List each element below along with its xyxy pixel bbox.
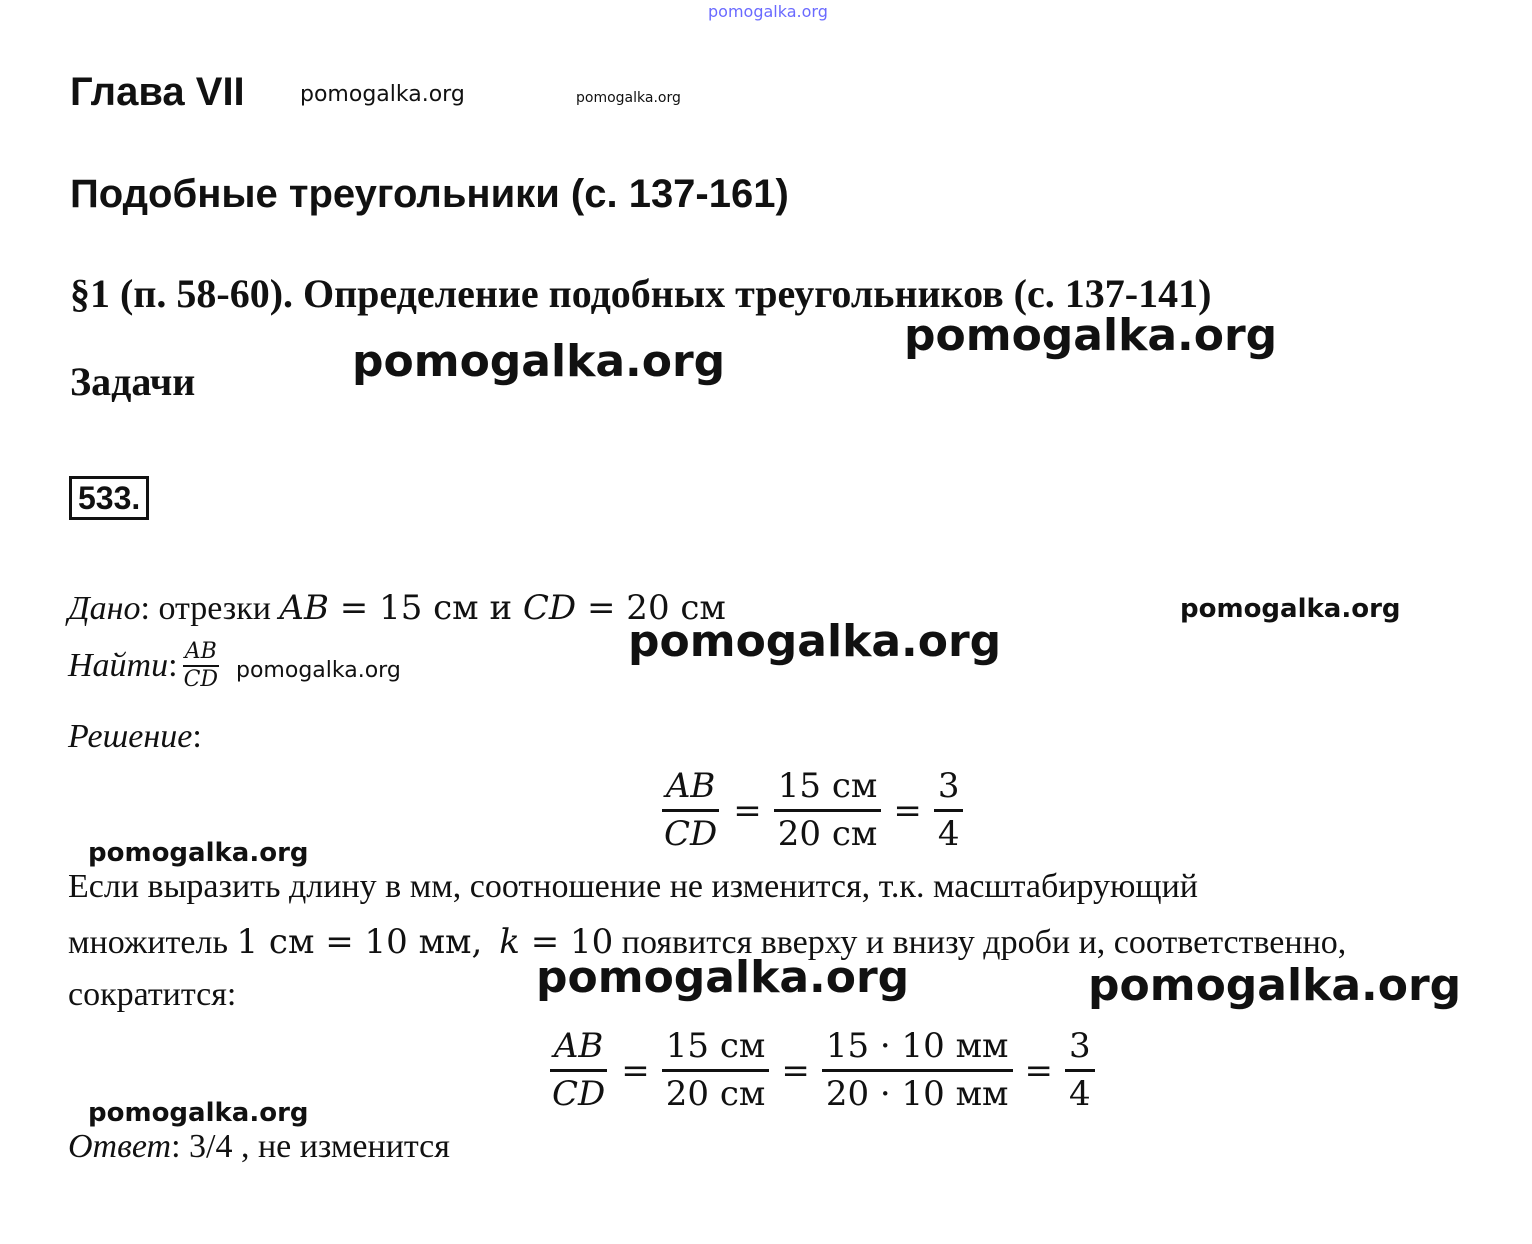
watermark: pomogalka.org	[1180, 594, 1401, 624]
fraction	[774, 768, 882, 854]
answer-line	[68, 1128, 450, 1166]
given-text: : отрезки	[140, 590, 280, 627]
equation-2	[544, 1028, 1099, 1114]
problem-number: 533.	[69, 476, 149, 520]
explanation-text: множитель	[68, 924, 237, 961]
denominator: CD	[664, 814, 718, 855]
fraction	[548, 1028, 609, 1114]
given-label: Дано	[68, 590, 141, 627]
answer-label: Ответ	[68, 1128, 172, 1165]
equals-sign: =	[781, 1050, 810, 1091]
section-heading: §1 (п. 58-60). Определение подобных треугольников (с. 137-141)	[70, 271, 1212, 316]
watermark: pomogalka.org	[88, 1098, 309, 1128]
fraction	[662, 1028, 770, 1114]
explanation-text: появится вверху и внизу дроби и, соответственно,	[613, 924, 1347, 961]
solution-line	[68, 718, 202, 756]
solution-colon: :	[192, 718, 202, 755]
watermark: pomogalka.org	[300, 82, 465, 107]
denominator: CD	[552, 1074, 606, 1115]
find-numerator: AB	[183, 640, 219, 667]
explanation-line-1: Если выразить длину в мм, соотношение не изменится, т.к. масштабирующий	[68, 868, 1198, 905]
denominator: 20 см	[665, 1074, 766, 1115]
numerator: AB	[550, 1028, 608, 1072]
explanation-math: 1 см = 10 мм,	[236, 922, 483, 962]
explanation-line-3: сократится:	[68, 976, 237, 1013]
denominator: 20 см	[777, 814, 878, 855]
find-fraction	[182, 640, 220, 692]
numerator: 3	[934, 768, 964, 812]
chapter-heading: Глава VII	[70, 70, 245, 114]
equals-sign: =	[1024, 1050, 1053, 1091]
chapter-title: Подобные треугольники (с. 137-161)	[70, 172, 789, 216]
denominator: 4	[937, 814, 960, 855]
given-eq2: = 20 см	[576, 588, 726, 628]
fraction	[1065, 1028, 1095, 1114]
fraction	[822, 1028, 1013, 1114]
given-ab: AB	[279, 588, 329, 628]
tasks-heading: Задачи	[70, 359, 196, 404]
denominator: 4	[1069, 1074, 1091, 1115]
watermark: pomogalka.org	[536, 952, 910, 1003]
fraction	[660, 768, 721, 854]
equals-sign: =	[621, 1050, 650, 1091]
watermark: pomogalka.org	[236, 658, 401, 683]
find-label: Найти	[68, 647, 169, 685]
fraction	[934, 768, 964, 854]
find-denominator: CD	[183, 667, 219, 693]
equals-sign: =	[733, 790, 762, 831]
watermark: pomogalka.org	[576, 90, 681, 106]
solution-label: Решение	[68, 718, 193, 755]
explanation-k: k	[499, 922, 520, 962]
watermark-top: pomogalka.org	[708, 2, 828, 21]
given-line	[68, 588, 726, 628]
explanation-k-value: = 10	[519, 922, 614, 962]
equals-sign: =	[893, 790, 922, 831]
given-cd: CD	[522, 588, 577, 628]
explanation-line-2	[68, 922, 1346, 962]
find-line	[68, 640, 224, 692]
numerator: 15 · 10 мм	[822, 1028, 1013, 1072]
equation-1	[656, 768, 967, 854]
given-eq1: = 15 см и	[328, 588, 523, 628]
watermark: pomogalka.org	[352, 336, 726, 387]
watermark: pomogalka.org	[88, 838, 309, 868]
watermark: pomogalka.org	[1088, 960, 1462, 1011]
answer-text: : 3/4 , не изменится	[171, 1128, 450, 1165]
denominator: 20 · 10 мм	[825, 1074, 1009, 1115]
watermark: pomogalka.org	[904, 310, 1278, 361]
numerator: 3	[1065, 1028, 1095, 1072]
numerator: 15 см	[662, 1028, 770, 1072]
numerator: AB	[662, 768, 720, 812]
find-colon: :	[168, 647, 178, 685]
numerator: 15 см	[774, 768, 882, 812]
watermark: pomogalka.org	[628, 616, 1002, 667]
